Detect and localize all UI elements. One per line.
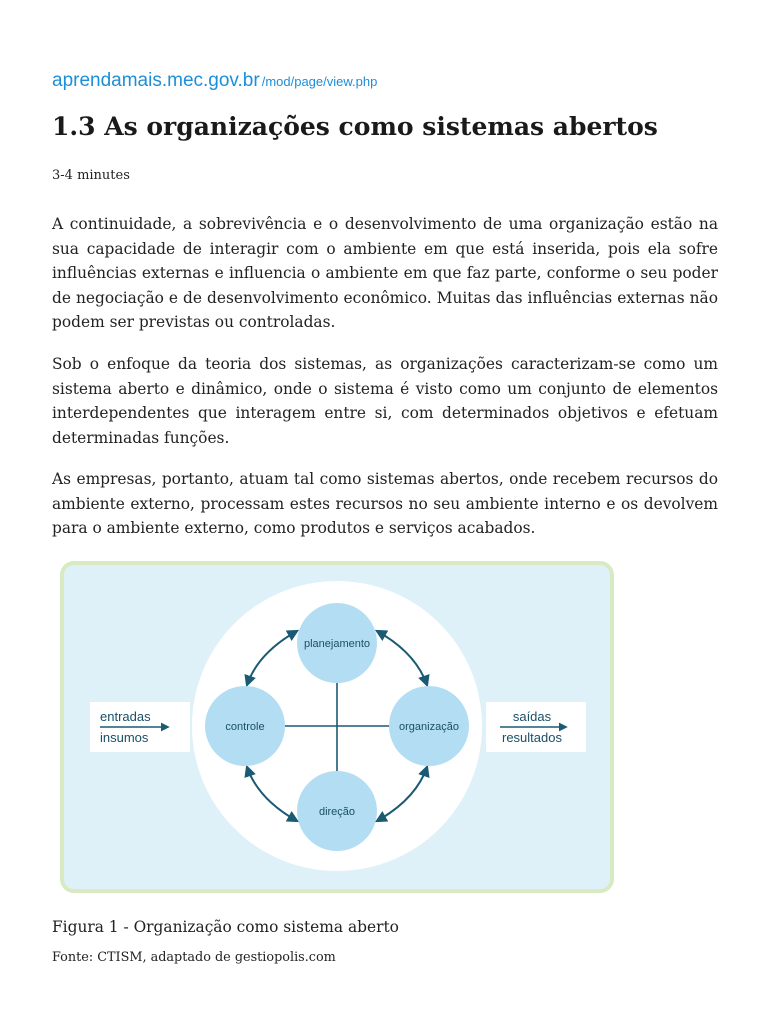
paragraph-2: Sob o enfoque da teoria dos sistemas, as organizações caracterizam-se como um sistema aberto e dinâmico, onde o sistema é visto como um conjunto de elementos interdependentes que interagem entre si, com determinados objetivos e efetuam determinadas funções. (52, 355, 718, 447)
url-path-link[interactable]: /mod/page/view.php (261, 74, 378, 89)
figure-source: Fonte: CTISM, adaptado de gestiopolis.com (52, 950, 336, 965)
input-label-1: entradas (100, 709, 151, 724)
url-domain-link[interactable]: aprendamais.mec.gov.br (52, 70, 260, 91)
paragraph-3: As empresas, portanto, atuam tal como sistemas abertos, onde recebem recursos do ambiente externo, processam estes recursos no seu ambiente interno e os devolvem para o ambiente externo, como produtos e serviços acabados. (52, 470, 718, 538)
read-time: 3-4 minutes (52, 168, 130, 183)
node-label-direcao: direção (318, 806, 356, 818)
node-label-planejamento: planejamento (303, 638, 371, 650)
page-title: 1.3 As organizações como sistemas abertos (52, 112, 658, 141)
page-url (52, 70, 377, 92)
input-label-2: insumos (100, 730, 149, 745)
output-label-2: resultados (502, 730, 562, 745)
open-system-figure (60, 561, 614, 893)
output-label-1: saídas (512, 709, 552, 724)
node-label-organizacao: organização (399, 721, 459, 733)
open-system-diagram (60, 561, 614, 893)
node-label-controle: controle (225, 721, 265, 733)
figure-caption: Figura 1 - Organização como sistema aberto (52, 918, 399, 936)
paragraph-1: A continuidade, a sobrevivência e o desenvolvimento de uma organização estão na sua capacidade de interagir com o ambiente em que está inserida, pois ela sofre influências externas e influencia o ambiente em que faz parte, conforme o seu poder de negociação e de desenvolvimento econômico. Muitas das influências externas não podem ser previstas ou controladas. (52, 215, 718, 332)
